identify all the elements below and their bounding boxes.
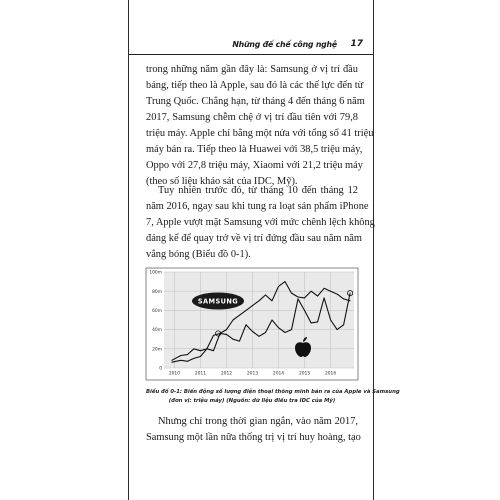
- data-point-samsung: [252, 305, 253, 306]
- text-line: Trung Quốc. Chẳng hạn, từ tháng 4 đến tháng 6 năm: [146, 96, 365, 107]
- data-point-samsung: [239, 315, 240, 316]
- data-point-samsung: [246, 310, 247, 311]
- data-point-apple: [337, 329, 338, 330]
- data-point-samsung: [226, 329, 227, 330]
- text-line: trong những năm gần đây là: Samsung ở vị trí đầu: [146, 64, 358, 75]
- data-point-apple: [220, 333, 221, 334]
- text-line: máy bán ra. Tiếp theo là Huawei với 38,5 triệu máy,: [146, 144, 363, 155]
- data-point-samsung: [180, 360, 181, 361]
- data-point-samsung: [285, 281, 286, 282]
- data-point-apple: [193, 348, 194, 349]
- data-point-samsung: [171, 362, 172, 363]
- text-line: Nhưng chỉ trong thời gian ngắn, vào năm 2017,: [158, 416, 358, 427]
- x-tick-label: 2010: [168, 371, 181, 377]
- y-tick-label: 20m: [152, 347, 162, 353]
- data-point-apple: [226, 334, 227, 335]
- running-header-title: Những đế chế công nghệ: [232, 40, 337, 49]
- plot-area: [164, 272, 354, 368]
- data-point-samsung: [304, 297, 305, 298]
- page-number: 17: [350, 39, 363, 49]
- data-point-apple: [272, 320, 273, 321]
- data-point-apple: [317, 321, 318, 322]
- text-line: Samsung một lần nữa thống trị vị trí huy hoàng, tạo: [146, 432, 361, 443]
- x-tick-label: 2013: [246, 371, 259, 377]
- data-point-apple: [171, 360, 172, 361]
- data-point-apple: [291, 329, 292, 330]
- data-point-apple: [311, 322, 312, 323]
- data-point-samsung: [350, 300, 351, 301]
- data-point-apple: [343, 324, 344, 325]
- data-point-apple: [265, 332, 266, 333]
- data-point-samsung: [265, 295, 266, 296]
- data-point-samsung: [330, 291, 331, 292]
- caption-line-1: Biểu đồ 0-1: Biến động số lượng điện thoại thông minh bán ra của Apple và Samsung: [146, 389, 400, 395]
- data-point-apple: [187, 354, 188, 355]
- book-page: [128, 0, 400, 500]
- text-line: bảng, tiếp theo là Apple, sau đó là các thế lực đến từ: [146, 80, 364, 91]
- x-tick-label: 2015: [298, 371, 311, 377]
- caption-line-2: (đơn vị: triệu máy) (Nguồn: dữ liệu điều tra IDC của Mỹ): [168, 397, 336, 404]
- data-point-apple: [298, 298, 299, 299]
- data-point-samsung: [187, 361, 188, 362]
- x-tick-label: 2016: [324, 371, 337, 377]
- text-line: đáng kể để quay trở về vị trí đứng đầu sau năm năm: [146, 233, 362, 244]
- data-point-samsung: [298, 297, 299, 298]
- data-point-samsung: [337, 294, 338, 295]
- data-point-samsung: [213, 335, 214, 336]
- data-point-samsung: [291, 293, 292, 294]
- text-line: năm 2016, ngay sau khi tung ra loạt sản phẩm iPhone: [146, 201, 369, 212]
- data-point-samsung: [311, 291, 312, 292]
- page-header: [129, 40, 373, 55]
- data-point-samsung: [200, 356, 201, 357]
- data-point-apple: [278, 327, 279, 328]
- y-tick-label: 80m: [152, 289, 162, 295]
- data-point-samsung: [343, 298, 344, 299]
- data-point-samsung: [278, 286, 279, 287]
- data-point-samsung: [259, 300, 260, 301]
- x-tick-label: 2011: [194, 371, 207, 377]
- text-line: 2017, Samsung chễm chệ ở vị trí đầu tiên với 79,8: [146, 112, 358, 123]
- data-point-samsung: [193, 358, 194, 359]
- data-point-apple: [324, 297, 325, 298]
- text-line: Oppo với 27,8 triệu máy, Xiaomi với 21,2 triệu máy: [146, 160, 363, 171]
- data-point-apple: [206, 348, 207, 349]
- text-line: triệu máy. Apple chỉ bằng một nửa với tổng số 41 triệu: [146, 128, 374, 139]
- sales-line-chart: [146, 268, 358, 380]
- y-tick-label: 60m: [152, 309, 162, 314]
- data-point-apple: [330, 320, 331, 321]
- text-line: 7, Apple vượt mặt Samsung với mức chênh lệch không: [146, 217, 375, 228]
- data-point-samsung: [324, 288, 325, 289]
- figure-caption: [146, 388, 400, 405]
- text-line: vắng bóng (Biểu đồ 0-1).: [146, 249, 251, 260]
- text-line: Tuy nhiên trước đó, từ tháng 10 đến tháng 12: [158, 185, 358, 196]
- data-point-apple: [304, 310, 305, 311]
- data-point-samsung: [317, 296, 318, 297]
- y-tick-label: 100m: [149, 270, 162, 276]
- x-tick-label: 2014: [272, 371, 285, 377]
- data-point-apple: [259, 336, 260, 337]
- data-point-samsung: [233, 320, 234, 321]
- data-point-apple: [233, 339, 234, 340]
- y-tick-label: 40m: [152, 328, 162, 334]
- data-point-apple: [200, 350, 201, 351]
- data-point-apple: [213, 350, 214, 351]
- samsung-logo-text: SAMSUNG: [197, 297, 239, 306]
- samsung-logo: [192, 293, 244, 310]
- y-tick-label: 0: [159, 366, 162, 372]
- data-point-apple: [180, 355, 181, 356]
- data-point-apple: [252, 331, 253, 332]
- chart-figure: [146, 268, 358, 380]
- data-point-apple: [350, 293, 351, 294]
- data-point-apple: [239, 341, 240, 342]
- data-point-apple: [285, 332, 286, 333]
- data-point-samsung: [272, 300, 273, 301]
- text-line: (theo số liệu khảo sát của IDC, Mỹ).: [146, 176, 298, 187]
- data-point-apple: [246, 324, 247, 325]
- x-tick-label: 2012: [220, 371, 233, 377]
